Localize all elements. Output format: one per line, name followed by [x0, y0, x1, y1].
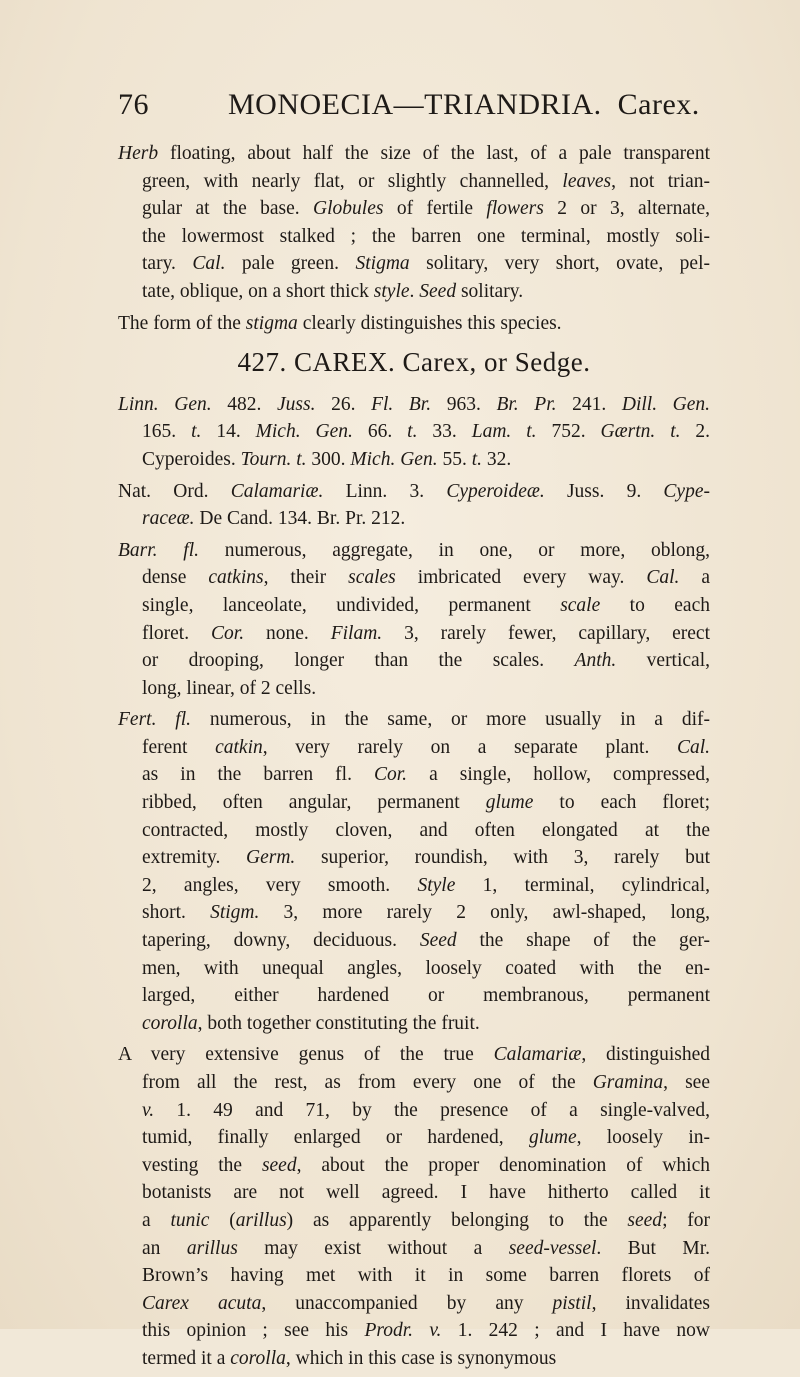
text-line: green, with nearly flat, or slightly channelled, leaves, not trian-	[142, 170, 710, 192]
page-number: 76	[118, 88, 149, 121]
text-line: the lowermost stalked ; the barren one terminal, mostly soli-	[142, 225, 710, 247]
text-line: ribbed, often angular, permanent glume to each floret;	[142, 792, 710, 814]
species-note	[118, 310, 710, 338]
text-line: single, lanceolate, undivided, permanent scale to each	[142, 594, 710, 616]
text-line: men, with unequal angles, loosely coated with the en-	[142, 957, 710, 979]
text-line: corolla, both together constituting the fruit.	[142, 1012, 480, 1034]
text-line: tate, oblique, on a short thick style. Seed solitary.	[142, 280, 524, 302]
text-line: contracted, mostly cloven, and often elongated at the	[142, 819, 710, 841]
text-line: Carex acuta, unaccompanied by any pistil, invalidates	[142, 1292, 710, 1314]
text-line: Fert. fl. numerous, in the same, or more usually in a dif-	[118, 709, 710, 731]
text-line: Brown’s having met with it in some barren florets of	[142, 1265, 710, 1287]
text-line: floret. Cor. none. Filam. 3, rarely fewer, capillary, erect	[142, 622, 711, 644]
text-line: this opinion ; see his Prodr. v. 1. 242 ; and I have now	[142, 1320, 710, 1342]
species-description	[118, 140, 710, 306]
text-line: v. 1. 49 and 71, by the presence of a single-valved,	[142, 1099, 710, 1121]
text-line: from all the rest, as from every one of the Gramina, see	[142, 1072, 710, 1093]
text-line: termed it a corolla, which in this case is synonymous	[142, 1347, 557, 1369]
note-line: The form of the stigma clearly distinguishes this species.	[118, 312, 562, 334]
text-line: larged, either hardened or membranous, permanent	[142, 985, 710, 1007]
text-line: gular at the base. Globules of fertile flowers 2 or 3, alternate,	[142, 198, 710, 220]
text-line: botanists are not well agreed. I have hitherto called it	[142, 1182, 710, 1204]
text-line: Linn. Gen. 482. Juss. 26. Fl. Br. 963. Br. Pr. 241. Dill. Gen.	[118, 393, 711, 415]
text-line: as in the barren fl. Cor. a single, hollow, compressed,	[142, 764, 710, 786]
running-genus: Carex.	[617, 88, 700, 121]
text-line: an arillus may exist without a seed-vessel. But Mr.	[142, 1237, 710, 1259]
running-head	[118, 88, 718, 122]
text-line: vesting the seed, about the proper denomination of which	[142, 1154, 710, 1176]
text-line: a tunic (arillus) as apparently belonging to the seed; for	[142, 1209, 711, 1231]
natural-order	[118, 478, 710, 533]
genus-discussion	[118, 1041, 710, 1372]
text-line: Cyperoides. Tourn. t. 300. Mich. Gen. 55. t. 32.	[142, 448, 512, 470]
text-line: ferent catkin, very rarely on a separate plant. Cal.	[142, 736, 710, 758]
text-line: Barr. fl. numerous, aggregate, in one, or more, oblong,	[118, 539, 710, 561]
text-line: long, linear, of 2 cells.	[142, 677, 317, 699]
text-line: 2, angles, very smooth. Style 1, terminal, cylindrical,	[142, 874, 711, 896]
barren-flower-description	[118, 537, 710, 703]
text-line: tary. Cal. pale green. Stigma solitary, very short, ovate, pel-	[142, 253, 710, 275]
text-line: raceæ. De Cand. 134. Br. Pr. 212.	[142, 508, 406, 530]
text-line: dense catkins, their scales imbricated every way. Cal. a	[142, 567, 711, 589]
text-line: Herb floating, about half the size of the last, of a pale transparent	[118, 143, 710, 164]
text-line: 165. t. 14. Mich. Gen. 66. t. 33. Lam. t. 752. Gærtn. t. 2.	[142, 421, 711, 443]
text-line: tapering, downy, deciduous. Seed the shape of the ger-	[142, 930, 710, 952]
text-line: A very extensive genus of the true Calamariæ, distinguished	[118, 1044, 710, 1066]
fertile-flower-description	[118, 706, 710, 1037]
text-line: short. Stigm. 3, more rarely 2 only, awl-shaped, long,	[142, 902, 711, 924]
text-line: extremity. Germ. superior, roundish, with 3, rarely but	[142, 847, 711, 869]
text-line: or drooping, longer than the scales. Anth. vertical,	[142, 650, 710, 672]
genus-heading: 427. CAREX. Carex, or Sedge.	[237, 347, 591, 378]
running-title: MONOECIA—TRIANDRIA.	[228, 88, 602, 121]
genus-references	[118, 391, 710, 474]
text-line: Nat. Ord. Calamariæ. Linn. 3. Cyperoideæ. Juss. 9. Cype-	[118, 480, 710, 502]
text-line: tumid, finally enlarged or hardened, glume, loosely in-	[142, 1127, 710, 1149]
page-body	[118, 140, 710, 1377]
